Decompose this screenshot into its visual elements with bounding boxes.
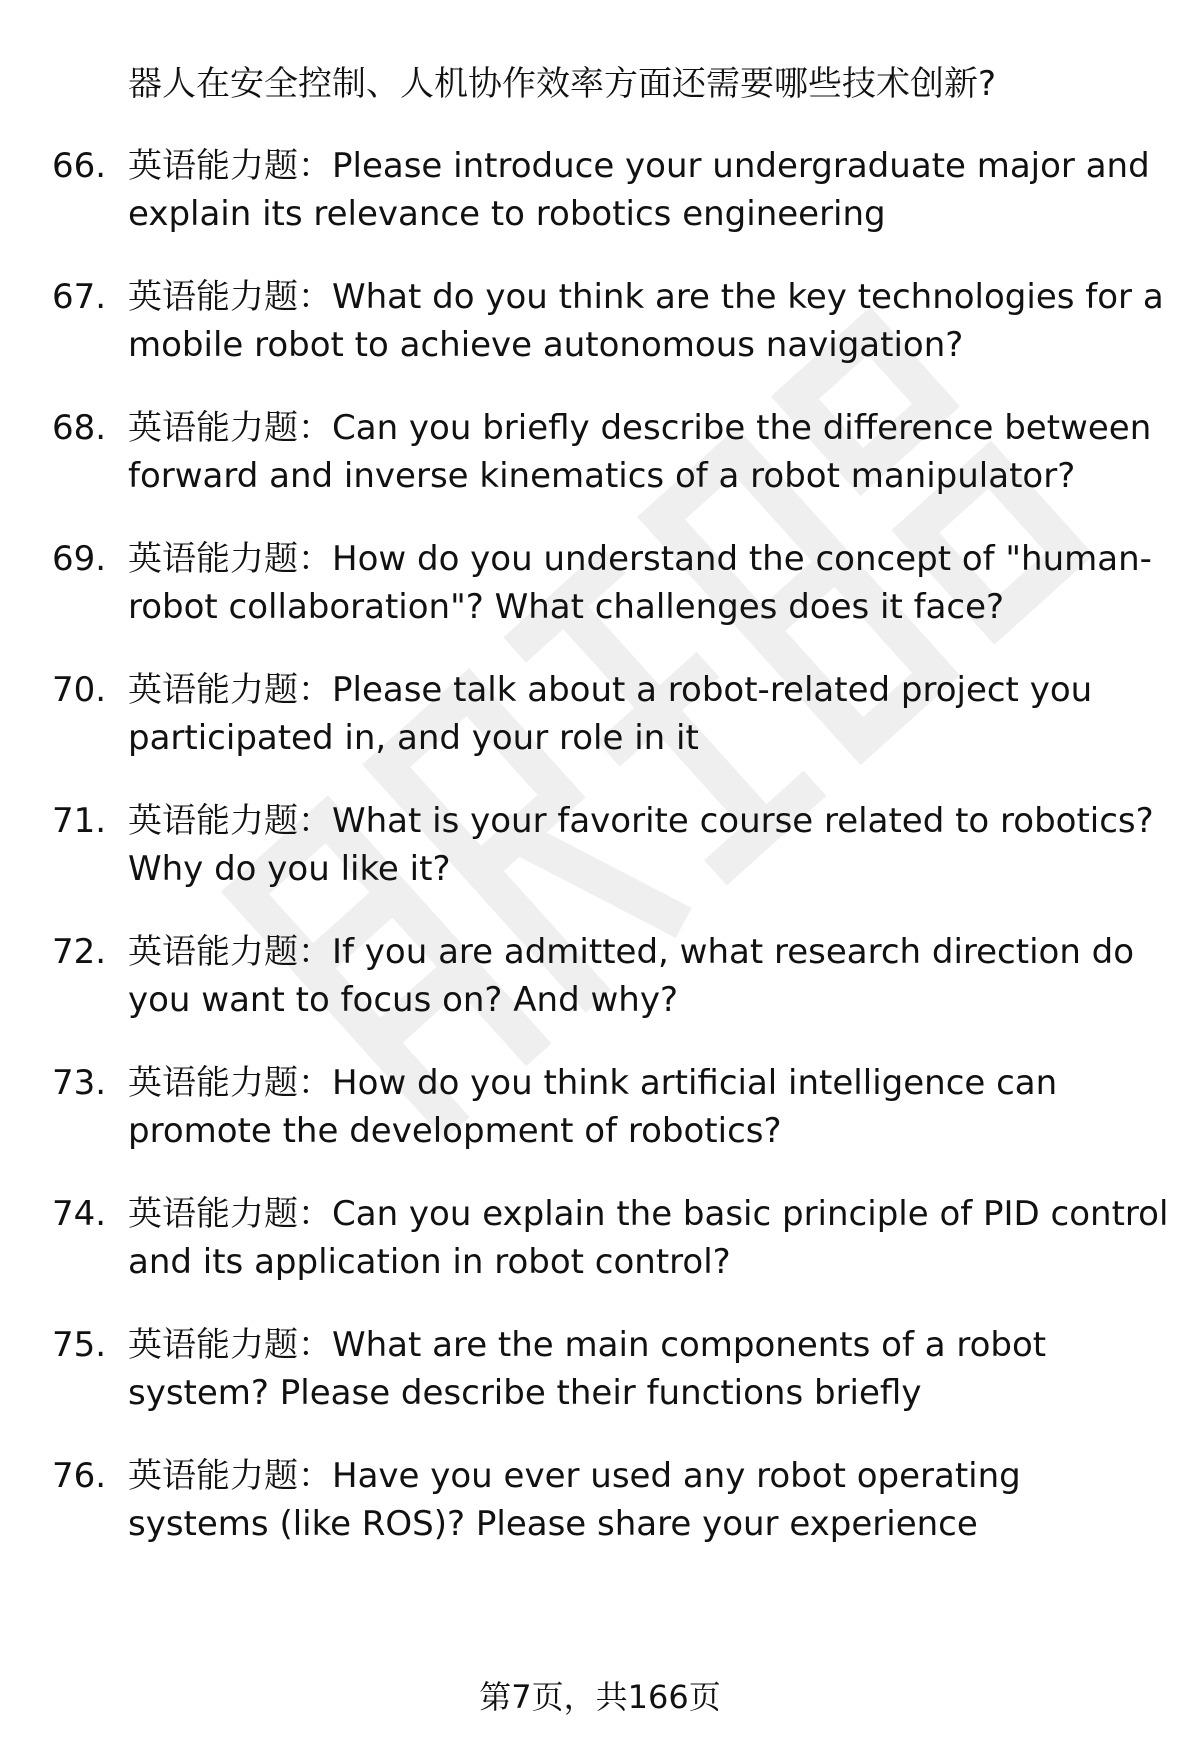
question-number: 76.	[52, 1456, 107, 1496]
question-number: 71.	[52, 801, 107, 841]
question-item	[0, 928, 1200, 1024]
question-text: 英语能力题：What do you think are the key technologies for a mobile robot to achieve autonomous navigation?	[128, 277, 1164, 365]
question-number: 67.	[52, 277, 107, 317]
question-text: 英语能力题：If you are admitted, what research direction do you want to focus on? And why?	[128, 932, 1135, 1020]
question-text: 英语能力题：How do you understand the concept of "human-robot collaboration"? What challenges does it face?	[128, 539, 1152, 627]
question-text: 英语能力题：Have you ever used any robot operating systems (like ROS)? Please share your experience	[128, 1456, 1021, 1544]
question-number: 73.	[52, 1063, 107, 1103]
question-text: 英语能力题：What is your favorite course related to robotics? Why do you like it?	[128, 801, 1154, 889]
question-number: 68.	[52, 408, 107, 448]
question-text: 英语能力题：Please introduce your undergraduate major and explain its relevance to robotics engineering	[128, 146, 1150, 234]
question-number: 74.	[52, 1194, 107, 1234]
question-item	[0, 273, 1200, 369]
question-number: 72.	[52, 932, 107, 972]
question-list	[0, 142, 1200, 1583]
question-item	[0, 1452, 1200, 1548]
question-text: 英语能力题：Can you explain the basic principle of PID control and its application in robot control?	[128, 1194, 1169, 1282]
page-footer: 第7页，共166页	[479, 1678, 721, 1716]
question-item	[0, 404, 1200, 500]
continuation-line: 器人在安全控制、人机协作效率方面还需要哪些技术创新?	[128, 64, 997, 104]
question-item	[0, 797, 1200, 893]
question-item	[0, 666, 1200, 762]
question-number: 75.	[52, 1325, 107, 1365]
question-item	[0, 1059, 1200, 1155]
question-text: 英语能力题：Please talk about a robot-related project you participated in, and your role in it	[128, 670, 1093, 758]
question-item	[0, 1190, 1200, 1286]
question-item	[0, 1321, 1200, 1417]
question-item	[0, 142, 1200, 238]
question-item	[0, 535, 1200, 631]
question-number: 70.	[52, 670, 107, 710]
question-number: 69.	[52, 539, 107, 579]
question-number: 66.	[52, 146, 107, 186]
question-text: 英语能力题：Can you briefly describe the difference between forward and inverse kinematics of a robot manipulator?	[128, 408, 1152, 496]
question-text: 英语能力题：What are the main components of a robot system? Please describe their functions briefly	[128, 1325, 1047, 1413]
question-text: 英语能力题：How do you think artificial intelligence can promote the development of robotics?	[128, 1063, 1058, 1151]
